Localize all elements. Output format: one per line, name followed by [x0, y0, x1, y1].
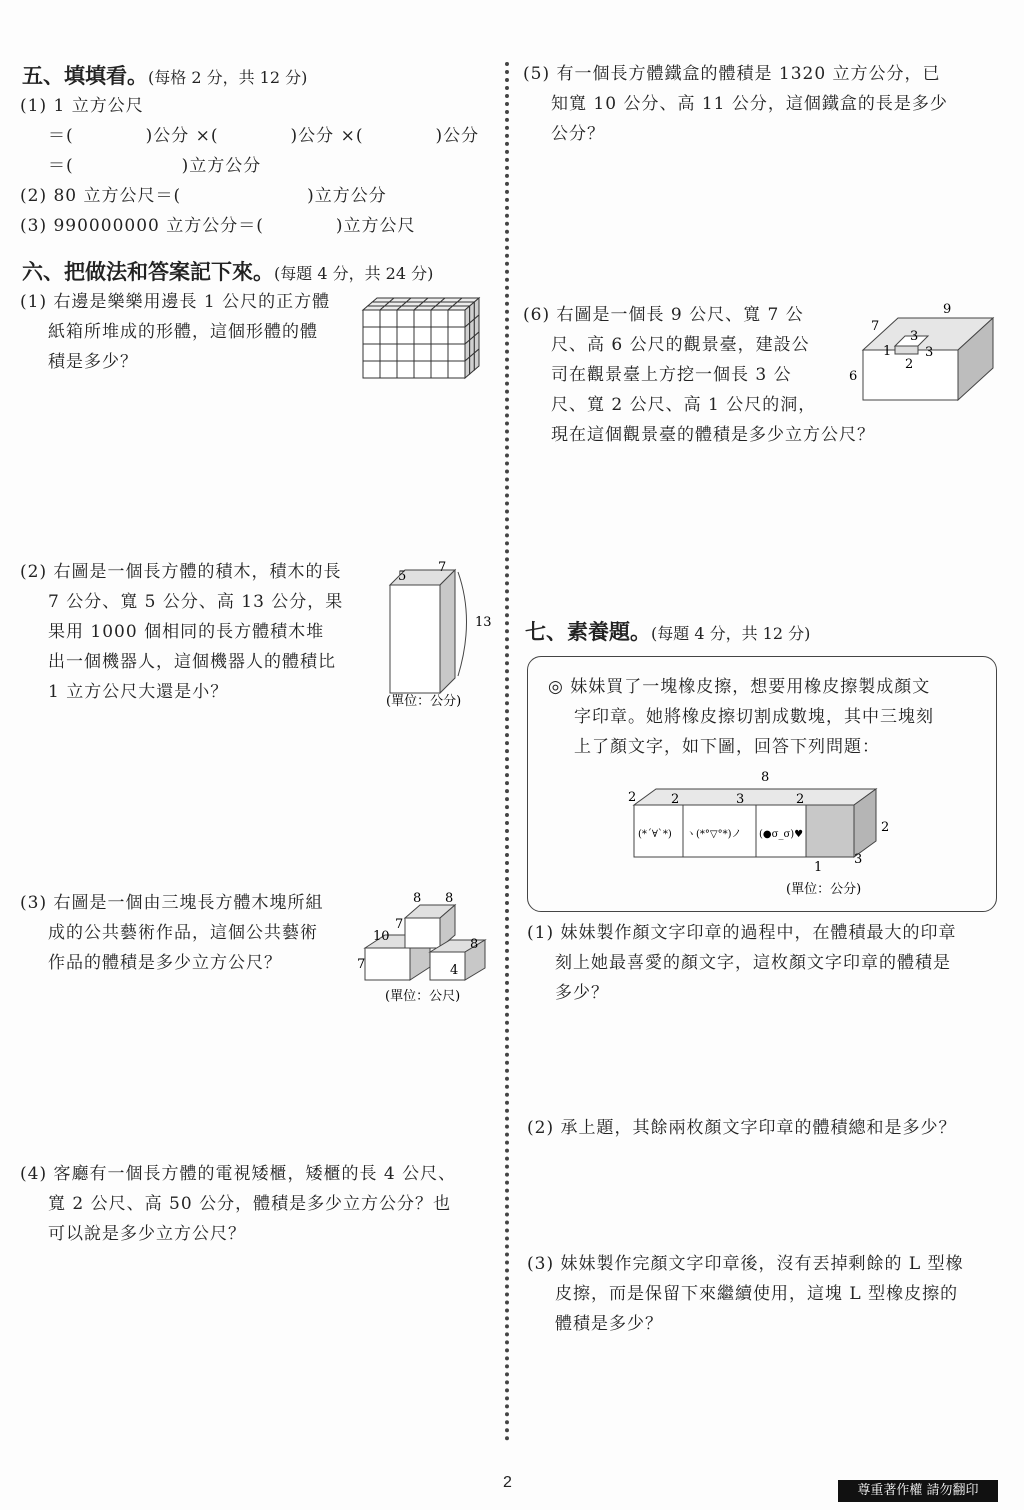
cube-side	[474, 349, 479, 370]
cube-face	[414, 361, 431, 378]
s5-q1-line3: ＝( )立方公分	[48, 156, 262, 176]
s6-q4-line1: (4) 客廳有一個長方體的電視矮櫃，矮櫃的長 4 公尺、	[20, 1164, 457, 1184]
fig7-seg3: 2	[796, 792, 805, 807]
s7-q2: (2) 承上題，其餘兩枚顏文字印章的體積總和是多少？	[527, 1118, 957, 1138]
scenario-box	[527, 656, 997, 912]
section6-title: 六、把做法和答案記下來。(每題 4 分，共 24 分)	[22, 260, 434, 284]
cube-face	[363, 327, 380, 344]
cube-face	[448, 344, 465, 361]
s6-q2-line2: 7 公分、寬 5 公分、高 13 公分，果	[48, 592, 344, 612]
art-blocks-figure	[355, 890, 495, 1005]
s7-q3-line1: (3) 妹妹製作完顏文字印章後，沒有丟掉剩餘的 L 型橡	[527, 1254, 964, 1274]
cube-face	[397, 310, 414, 327]
s6-q2-line5: 1 立方公尺大還是小？	[48, 682, 229, 702]
s7-q3-line3: 體積是多少？	[555, 1314, 663, 1334]
fig2-width-label: 7	[438, 560, 447, 575]
kaomoji-1: (*´∀`*)	[638, 829, 672, 840]
cube-face	[397, 327, 414, 344]
fig3-label-e: 8	[470, 937, 479, 952]
kaomoji-3: (●σ_σ)♥	[759, 829, 804, 840]
s6-q3-line1: (3) 右圖是一個由三塊長方體木塊所組	[20, 893, 324, 913]
page-number: 2	[503, 1474, 512, 1491]
s5-q2: (2) 80 立方公尺＝( )立方公分	[20, 186, 387, 206]
fig6-hole-height: 1	[883, 344, 892, 359]
fig7-top-length: 8	[761, 770, 770, 785]
copyright-footer: 尊重著作權 請勿翻印	[838, 1480, 998, 1502]
cube-face	[363, 344, 380, 361]
s6-q1-line1: (1) 右邊是樂樂用邊長 1 公尺的正方體	[20, 292, 331, 312]
cube-face	[414, 327, 431, 344]
s6-q6-line4: 尺、寬 2 公尺、高 1 公尺的洞，	[551, 395, 817, 415]
cube-face	[414, 310, 431, 327]
fig3-label-f: 7	[357, 957, 366, 972]
s6-q6-line1: (6) 右圖是一個長 9 公尺、寬 7 公	[523, 305, 804, 325]
fig2-height-label: 13	[475, 615, 492, 630]
section7-title: 七、素養題。(每題 4 分，共 12 分)	[525, 620, 811, 644]
cube-face	[380, 361, 397, 378]
platform-figure	[843, 298, 1018, 410]
s7-intro-line3: 上了顏文字，如下圖，回答下列問題：	[574, 737, 880, 757]
section5-title: 五、填填看。(每格 2 分，共 12 分)	[22, 64, 308, 88]
cube-face	[431, 310, 448, 327]
fig6-length: 9	[943, 302, 952, 317]
fig6-hole-length: 3	[910, 329, 919, 344]
cube-face	[397, 344, 414, 361]
eraser-figure	[626, 763, 896, 903]
fig3-label-g: 4	[450, 963, 459, 978]
s6-q6-line3: 司在觀景臺上方挖一個長 3 公	[551, 365, 792, 385]
cube-face	[448, 361, 465, 378]
fig7-depth: 2	[628, 790, 637, 805]
s6-q4-line3: 可以說是多少立方公尺？	[48, 1224, 246, 1244]
cube-face	[380, 344, 397, 361]
fig3-unit: (單位：公尺)	[385, 989, 461, 1004]
s6-q4-line2: 寬 2 公尺、高 50 公分，體積是多少立方公分？也	[48, 1194, 452, 1214]
cube-face	[380, 310, 397, 327]
s7-q1-line1: (1) 妹妹製作顏文字印章的過程中，在體積最大的印章	[527, 923, 957, 943]
fig7-unit: (單位：公分)	[786, 882, 862, 897]
fig3-label-b: 8	[445, 891, 454, 906]
s6-q2-line3: 果用 1000 個相同的長方體積木堆	[48, 622, 325, 642]
kaomoji-2: ヽ(*°▽°*)ノ	[686, 829, 742, 840]
cube-face	[380, 327, 397, 344]
fig7-bottom2: 3	[854, 852, 863, 867]
fig6-height: 6	[849, 369, 858, 384]
cube-side	[465, 357, 470, 378]
fig6-hole-depth: 3	[925, 345, 934, 360]
fig6-hole-width: 2	[905, 357, 914, 372]
fig3-label-d: 10	[373, 929, 390, 944]
s6-q2-line1: (2) 右圖是一個長方體的積木，積木的長	[20, 562, 342, 582]
s7-q3-line2: 皮擦，而是保留下來繼續使用，這塊 L 型橡皮擦的	[555, 1284, 959, 1304]
s5-q1-line2: ＝( )公分 ×( )公分 ×( )公分	[48, 126, 480, 146]
cube-face	[448, 310, 465, 327]
s6-q6-line2: 尺、高 6 公尺的觀景臺，建設公	[551, 335, 810, 355]
column-divider	[505, 62, 509, 1442]
fig7-height: 2	[881, 820, 890, 835]
s6-q5-line1: (5) 有一個長方體鐵盒的體積是 1320 立方公分，已	[523, 64, 941, 84]
cube-face	[363, 310, 380, 327]
fig2-depth-label: 5	[398, 569, 407, 584]
cube-face	[363, 361, 380, 378]
cube-face	[431, 344, 448, 361]
fig3-label-c: 7	[395, 917, 404, 932]
s7-q1-line2: 刻上她最喜愛的顏文字，這枚顏文字印章的體積是	[555, 953, 951, 973]
fig6-width: 7	[871, 319, 880, 334]
s6-q5-line2: 知寬 10 公分、高 11 公分，這個鐵盒的長是多少	[551, 94, 948, 114]
s5-q3: (3) 990000000 立方公分＝( )立方公尺	[20, 216, 416, 236]
s5-q1-label: (1) 1 立方公尺	[20, 96, 144, 116]
cube-face	[431, 361, 448, 378]
s6-q2-line4: 出一個機器人，這個機器人的體積比	[48, 652, 336, 672]
block-figure	[380, 560, 500, 710]
s7-intro-line2: 字印章。她將橡皮擦切割成數塊，其中三塊刻	[574, 707, 934, 727]
fig3-label-a: 8	[413, 891, 422, 906]
cube-face	[414, 344, 431, 361]
fig7-seg1: 2	[671, 792, 680, 807]
s6-q3-line2: 成的公共藝術作品，這個公共藝術	[48, 923, 318, 943]
s6-q5-line3: 公分？	[551, 124, 605, 144]
s6-q3-line3: 作品的體積是多少立方公尺？	[48, 953, 282, 973]
s6-q1-line2: 紙箱所堆成的形體，這個形體的體	[48, 322, 318, 342]
cube-face	[431, 327, 448, 344]
cube-face	[397, 361, 414, 378]
s7-q1-line3: 多少？	[555, 983, 609, 1003]
cube-side	[470, 353, 475, 374]
cube-stack-figure	[355, 288, 495, 383]
cube-face	[448, 327, 465, 344]
s6-q6-line5: 現在這個觀景臺的體積是多少立方公尺？	[551, 425, 875, 445]
s7-intro-line1: ◎ 妹妹買了一塊橡皮擦，想要用橡皮擦製成顏文	[548, 677, 931, 697]
s6-q1-line3: 積是多少？	[48, 352, 138, 372]
fig7-bottom1: 1	[814, 860, 823, 875]
fig2-unit: (單位：公分)	[386, 694, 462, 709]
fig7-seg2: 3	[736, 792, 745, 807]
